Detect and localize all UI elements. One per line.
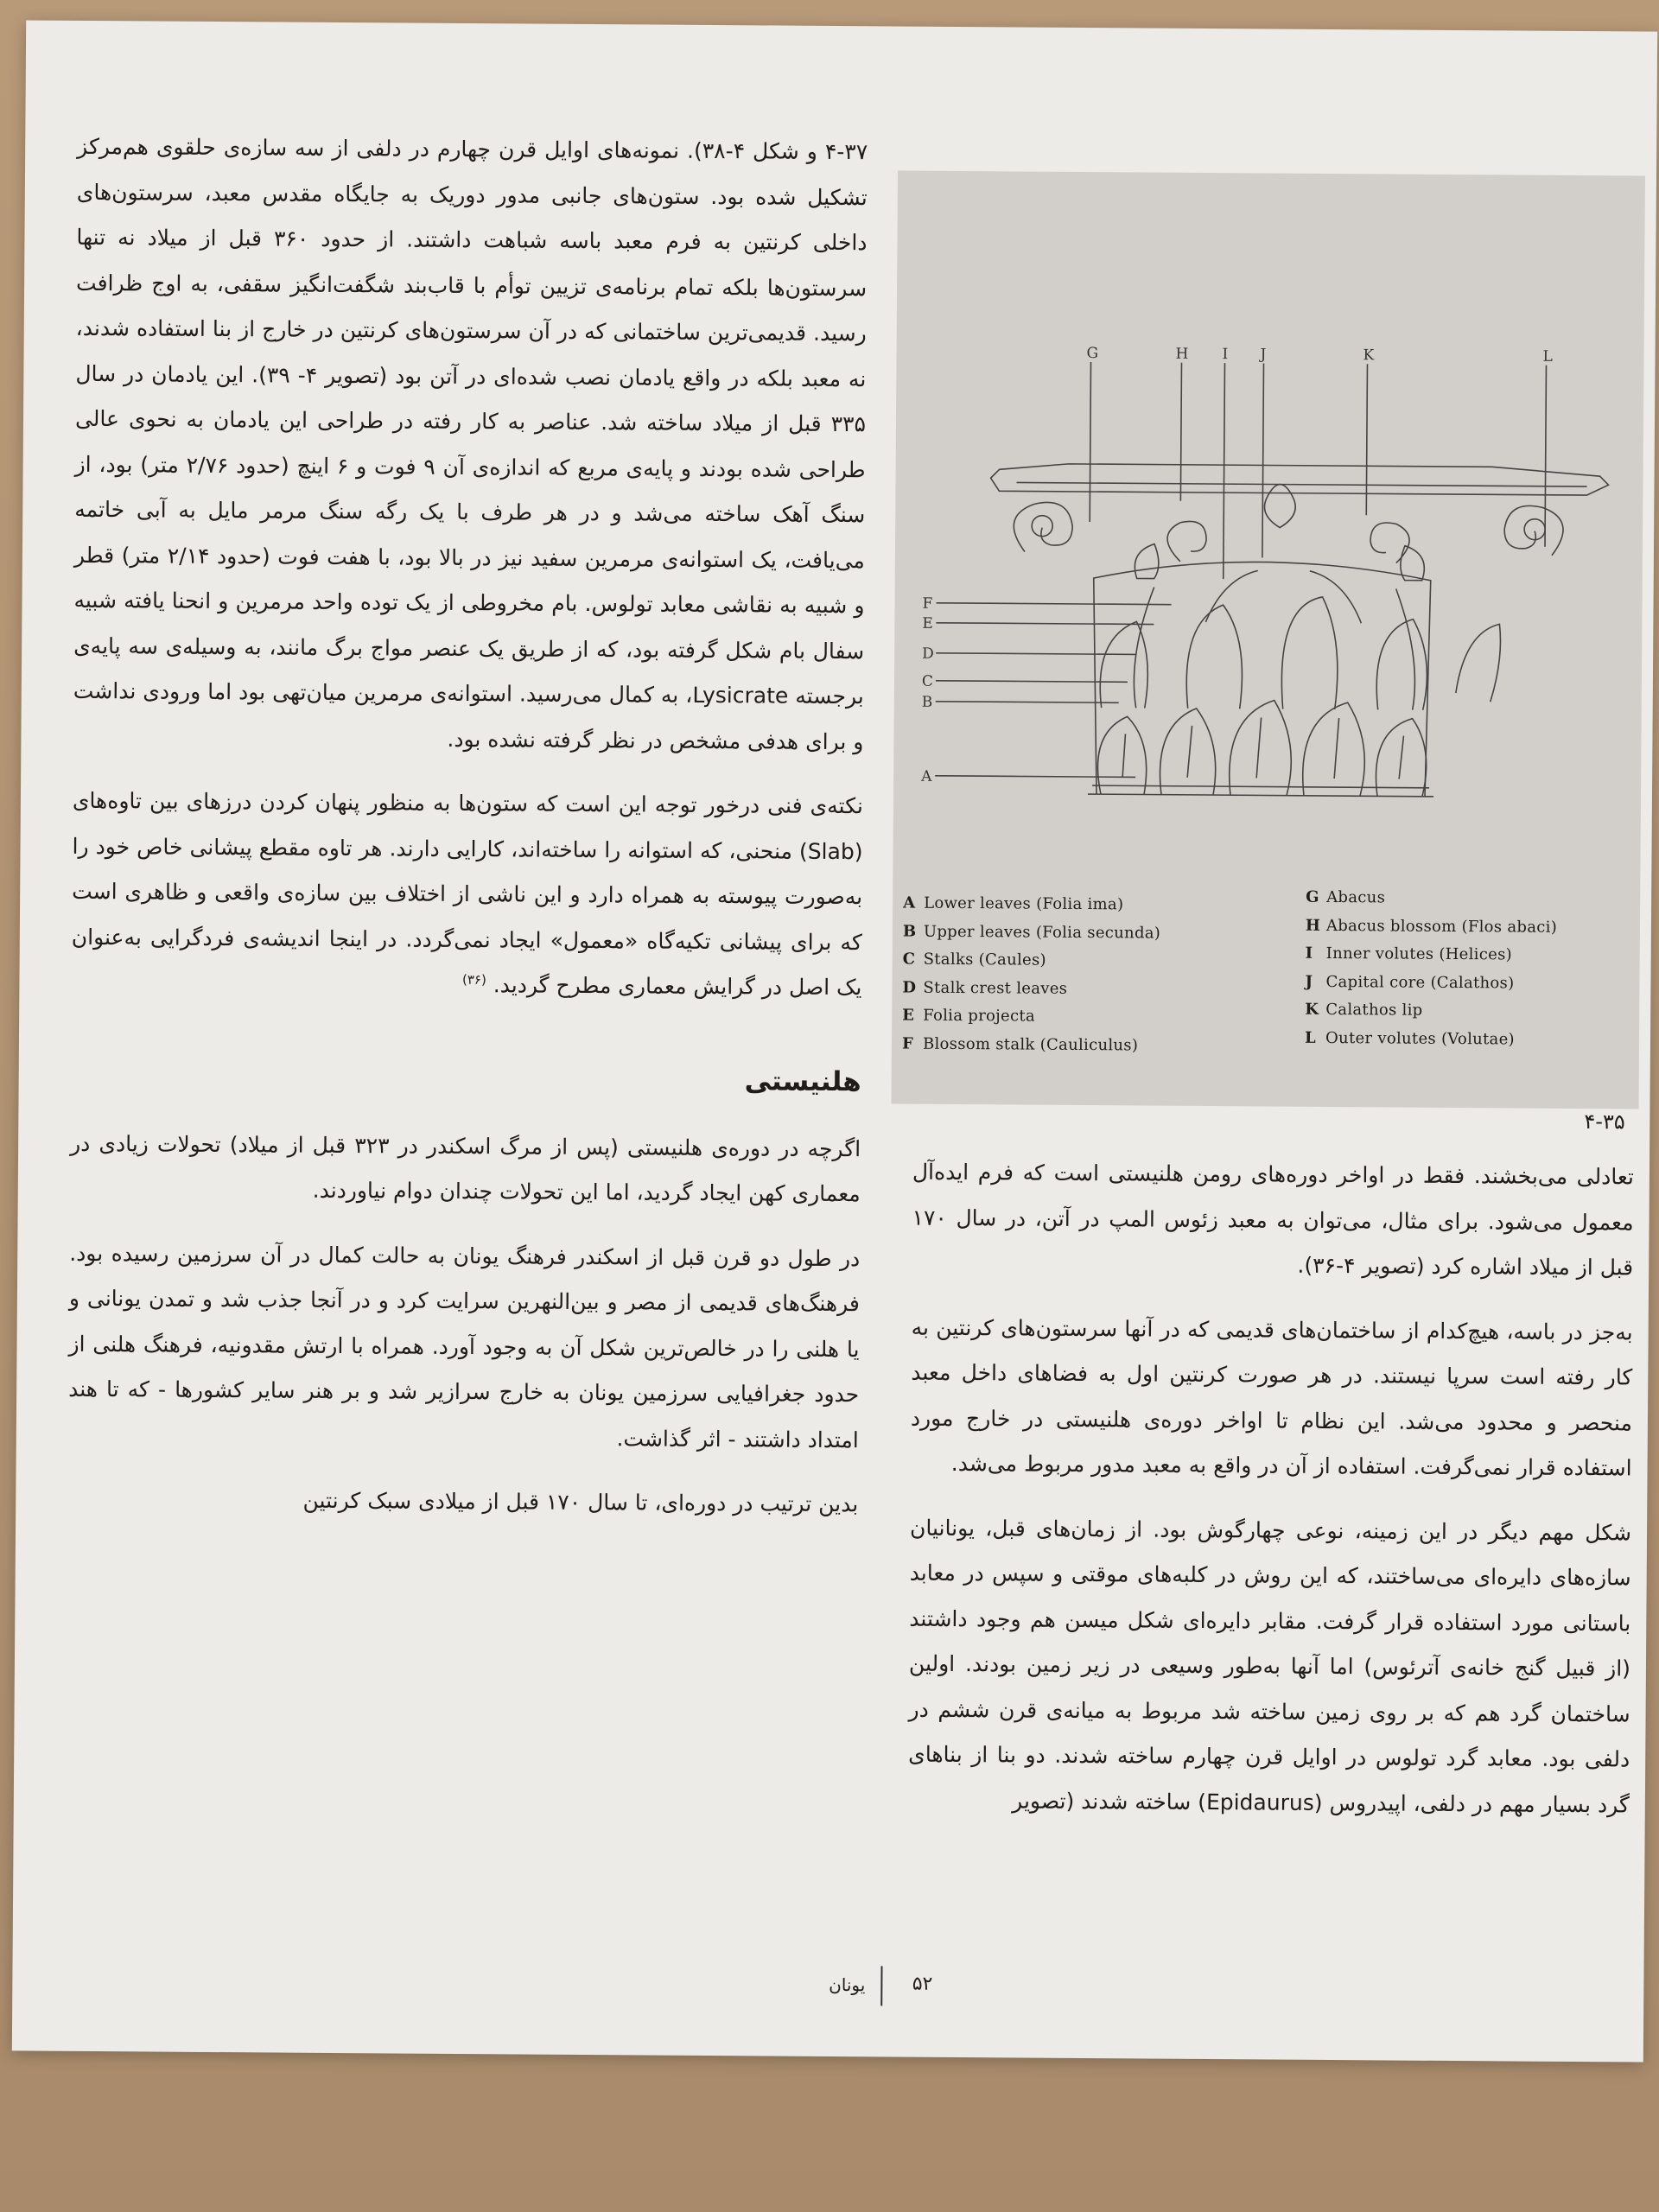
legend-item-d: D Stalk crest leaves bbox=[902, 978, 1068, 998]
right-paragraph-2: به‌جز در باسه، هیچ‌کدام از ساختمان‌های قدیمی که در آنها سرستون‌های کرنتین به کار رفته است سرپا نیستند. در هر صورت کرنتین اول به فضاهای داخل معبد منحصر و محدود می‌شد. این نظام تا اواخر دوره‌ی هلنیستی در خارج مورد استفاده قرار نمی‌گرفت. استفاده از آن در واقع به معبد مدور مربوط می‌شد. bbox=[910, 1314, 1633, 1481]
book-page bbox=[12, 20, 1657, 2062]
right-paragraph-1: تعادلی می‌بخشند. فقط در اواخر دوره‌های رومن هلنیستی است که فرم ایده‌آل معمول می‌شود. برای مثال، می‌توان به معبد زئوس المپ در آتن، در سال ۱۷۰ قبل از میلاد اشاره کرد (تصویر ۴-۳۶). bbox=[912, 1159, 1635, 1281]
label-g: G bbox=[1086, 345, 1099, 363]
paragraph-2 bbox=[71, 779, 863, 1011]
label-l: L bbox=[1542, 347, 1553, 365]
legend-item-h: H Abacus blossom (Flos abaci) bbox=[1305, 916, 1558, 937]
footer-divider bbox=[880, 1966, 882, 2005]
page-number: ۵۲ bbox=[912, 1973, 933, 1995]
label-h: H bbox=[1175, 345, 1189, 363]
label-e: E bbox=[922, 614, 933, 632]
paragraph-5: بدین ترتیب در دوره‌ای، تا سال ۱۷۰ قبل از میلادی سبک کرنتین bbox=[302, 1487, 859, 1517]
paragraph-1: ۴-۳۷ و شکل ۴-۳۸). نمونه‌های اوایل قرن چهارم در دلفی از سه سازه‌ی حلقوی هم‌مرکز تشکیل شده بود. ستون‌های جانبی مدور دوریک به جایگاه مقدس معبد، سرستون‌های داخلی کرنتین به فرم معبد باسه شباهت داشتند. از حدود ۳۶۰ قبل از میلاد نه تنها سرستون‌ها بلکه تمام برنامه‌ی تزیین توأم با قاب‌بند شگفت‌انگیز سقفی، به اوج ظرافت رسید. قدیمی‌ترین ساختمانی که در آن سرستون‌های کرنتین در خارج از بنا استفاده شدند، نه معبد بلکه در واقع یادمان نصب شده‌ای در آتن بود (تصویر ۴- ۳۹). این یادمان در سال ۳۳۵ قبل از میلاد ساخته شد. عناصر به کار رفته در طراحی این یادمان به نحوی عالی طراحی شده بودند و پایه‌ی مربع که اندازه‌ی آن ۹ فوت و ۶ اینچ (حدود ۲/۷۶ متر) بود، از سنگ آهک ساخته می‌شد و در هر طرف با یک رگه سنگ مرمر مایل به آبی خاتمه می‌یافت، یک استوانه‌ی مرمرین سفید نیز در بالا بود، با هفت فوت (حدود ۲/۱۴ متر) قطر و شبیه به نقاشی معابد تولوس. بام مخروطی از یک توده واحد مرمرین و انحنا یافته شبیه سفال بام شکل گرفته بود، که از طریق یک عنصر مواج برگ مانند، به وسیله‌ی سه پایه‌ی برجسته Lysicrate، به کمال می‌رسید. استوانه‌ی مرمرین میان‌تهی بود اما ورودی نداشت و برای هدفی مشخص در نظر گرفته نشده بود. bbox=[73, 133, 868, 754]
legend-item-a: A Lower leaves (Folia ima) bbox=[903, 893, 1124, 914]
label-a: A bbox=[921, 767, 932, 785]
footnote-reference: (۳۶) bbox=[461, 971, 486, 988]
paragraph-2-text: نکته‌ی فنی درخور توجه این است که ستون‌ها به منظور پنهان کردن درزهای بین تاوه‌های (Slab) منحنی، که استوانه را ساخته‌اند، کارایی دارند. هر تاوه مقطع پیشانی خاص خود را به‌صورت پیوسته به همراه دارد و این ناشی از اختلاف بین سازه‌ی واقعی و ظاهری است که برای پیشانی تکیه‌گاه «معمول» ایجاد نمی‌گردد. در اینجا اندیشه‌ی فردگرایی به‌عنوان یک اصل در گرایش معماری مطرح گردید. bbox=[71, 787, 864, 1001]
legend-item-k: K Calathos lip bbox=[1305, 1000, 1423, 1020]
label-k: K bbox=[1363, 346, 1375, 365]
capital-drawing bbox=[893, 170, 1645, 867]
legend-item-i: I Inner volutes (Helices) bbox=[1305, 944, 1513, 964]
legend-left bbox=[902, 890, 1300, 1061]
figure-caption: ۴-۳۵ bbox=[1584, 1109, 1625, 1135]
chapter-name: یونان bbox=[829, 1974, 866, 1996]
legend-item-g: G Abacus bbox=[1306, 887, 1386, 907]
section-heading-hellenistic: هلنیستی bbox=[744, 1065, 861, 1097]
left-text-column bbox=[67, 124, 868, 1547]
legend-item-b: B Upper leaves (Folia secunda) bbox=[902, 922, 1161, 943]
paragraph-4: در طول دو قرن قبل از اسکندر فرهنگ یونان به حالت کمال در آن سرزمین رسیده بود. فرهنگ‌های قدیمی از مصر و بین‌النهرین سرایت کرد و در آنجا جذب شد و تمدن یونانی و یا هلنی را در خالص‌ترین شکل آن به وجود آورد. همراه با ارتش مقدونیه، فرهنگ هلنی از حدود جغرافیایی سرزمین یونان به خارج سرازیر شد و بر هنر سایر کشورها - که تا هند امتداد داشتند - اثر گذاشت. bbox=[68, 1240, 861, 1452]
legend-item-c: C Stalks (Caules) bbox=[902, 950, 1046, 969]
legend-item-e: E Folia projecta bbox=[902, 1006, 1036, 1026]
right-text-column bbox=[908, 1150, 1635, 1847]
legend-right bbox=[1305, 884, 1634, 1055]
page-footer bbox=[794, 1966, 932, 2010]
legend-item-f: F Blossom stalk (Cauliculus) bbox=[901, 1034, 1139, 1054]
label-i: I bbox=[1222, 346, 1229, 364]
label-f: F bbox=[922, 594, 933, 613]
corinthian-capital-figure bbox=[891, 170, 1645, 1109]
right-paragraph-3: شکل مهم دیگر در این زمینه، نوعی چهارگوش بود. از زمان‌های قبل، یونانیان سازه‌های دایره‌ای می‌ساختند، که این روش در کلبه‌های موقتی و سپس در معابد باستانی مورد استفاده قرار گرفت. مقابر دایره‌ای شکل میسن هم وجود داشتند (از قبیل گنج خانه‌ی آترئوس) اما آنها به‌طور وسیعی در زیر زمین بودند. اولین ساختمان گرد هم که بر روی زمین ساخته شد مربوط به میانه‌ی قرن ششم در دلفی بود. معابد گرد تولوس در اوایل قرن چهارم ساخته شدند. دو بنا از بناهای گرد بسیار مهم در دلفی، اپیدروس (Epidaurus) ساخته شدند (تصویر bbox=[908, 1515, 1632, 1817]
label-j: J bbox=[1260, 346, 1267, 364]
label-c: C bbox=[921, 672, 933, 690]
legend-item-l: L Outer volutes (Volutae) bbox=[1304, 1028, 1515, 1048]
label-d: D bbox=[922, 645, 934, 663]
paragraph-3: اگرچه در دوره‌ی هلنیستی (پس از مرگ اسکندر در ۳۲۳ قبل از میلاد) تحولات زیادی در معماری کهن ایجاد گردید، اما این تحولات چندان دوام نیاوردند. bbox=[70, 1130, 861, 1207]
legend-item-j: J Capital core (Calathos) bbox=[1305, 972, 1515, 992]
label-b: B bbox=[921, 693, 933, 711]
